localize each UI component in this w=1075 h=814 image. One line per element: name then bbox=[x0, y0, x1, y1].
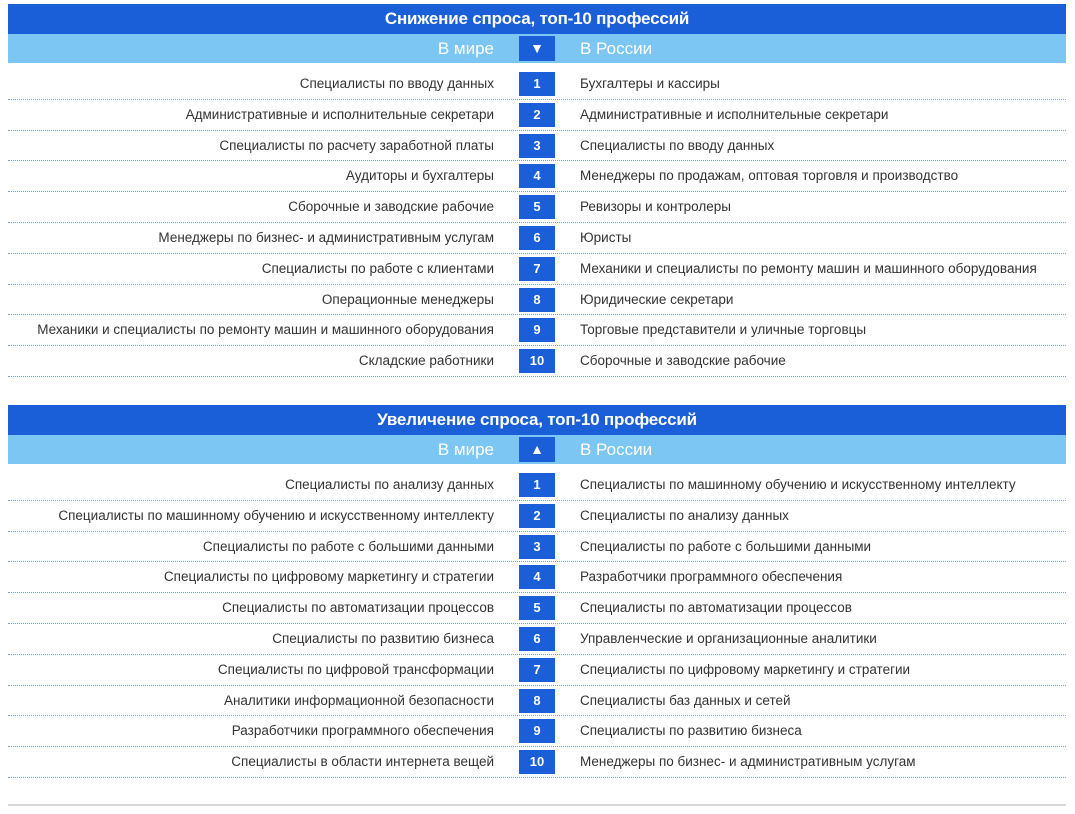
russia-profession: Специалисты по анализу данных bbox=[580, 507, 789, 523]
table-row bbox=[8, 470, 1066, 501]
russia-profession: Механики и специалисты по ремонту машин и машинного оборудования bbox=[580, 260, 1037, 276]
world-profession: Специалисты по анализу данных bbox=[285, 477, 494, 492]
world-profession: Специалисты по вводу данных bbox=[299, 76, 494, 91]
table-row bbox=[8, 624, 1066, 655]
russia-profession: Специалисты по машинному обучению и искусственному интеллекту bbox=[580, 477, 1016, 492]
russia-profession: Специалисты по вводу данных bbox=[580, 137, 775, 153]
world-profession: Административные и исполнительные секретари bbox=[185, 106, 494, 122]
table-row bbox=[8, 532, 1066, 563]
rank-badge: 10 bbox=[519, 349, 555, 373]
world-profession: Специалисты по расчету заработной платы bbox=[219, 137, 494, 153]
rank-badge: 5 bbox=[519, 596, 555, 620]
decline-column-header bbox=[8, 34, 1066, 63]
rank-badge: 4 bbox=[519, 164, 555, 188]
growth-column-header bbox=[8, 435, 1066, 464]
table-row bbox=[8, 501, 1066, 532]
rank-badge: 3 bbox=[519, 535, 555, 559]
world-profession: Специалисты по автоматизации процессов bbox=[222, 600, 494, 616]
table-row bbox=[8, 192, 1066, 223]
table-row bbox=[8, 655, 1066, 686]
growth-col-world: В мире bbox=[437, 440, 494, 459]
world-profession: Специалисты по цифровой трансформации bbox=[217, 661, 494, 677]
table-row bbox=[8, 69, 1066, 100]
growth-col-russia: В России bbox=[580, 440, 653, 459]
up-arrow-icon: ▲ bbox=[519, 437, 555, 462]
world-profession: Операционные менеджеры bbox=[321, 291, 494, 307]
table-row bbox=[8, 100, 1066, 131]
russia-profession: Юристы bbox=[580, 229, 632, 245]
table-row bbox=[8, 285, 1066, 316]
rank-badge: 5 bbox=[519, 195, 555, 219]
world-profession: Механики и специалисты по ремонту машин и машинного оборудования bbox=[37, 322, 494, 338]
decline-col-world: В мире bbox=[437, 39, 494, 58]
russia-profession: Специалисты по работе с большими данными bbox=[580, 538, 872, 554]
russia-profession: Бухгалтеры и кассиры bbox=[580, 76, 720, 91]
rank-badge: 2 bbox=[519, 504, 555, 528]
bottom-divider bbox=[8, 804, 1066, 806]
growth-title: Увеличение спроса, топ-10 профессий bbox=[8, 405, 1066, 435]
growth-rows bbox=[8, 464, 1066, 778]
russia-profession: Ревизоры и контролеры bbox=[580, 199, 731, 215]
down-arrow-icon: ▼ bbox=[519, 36, 555, 61]
rank-badge: 6 bbox=[519, 226, 555, 250]
russia-profession: Юридические секретари bbox=[580, 291, 734, 307]
russia-profession: Специалисты по развитию бизнеса bbox=[580, 723, 802, 739]
world-profession: Специалисты в области интернета вещей bbox=[231, 754, 494, 770]
world-profession: Специалисты по машинному обучению и искусственному интеллекту bbox=[58, 507, 494, 523]
rank-badge: 8 bbox=[519, 288, 555, 312]
table-row bbox=[8, 346, 1066, 377]
russia-profession: Специалисты по автоматизации процессов bbox=[580, 600, 852, 616]
decline-col-russia: В России bbox=[580, 39, 653, 58]
rank-badge: 1 bbox=[519, 473, 555, 497]
table-row bbox=[8, 562, 1066, 593]
russia-profession: Сборочные и заводские рабочие bbox=[580, 353, 786, 369]
rank-badge: 1 bbox=[519, 72, 555, 96]
growth-section bbox=[8, 405, 1066, 778]
rank-badge: 8 bbox=[519, 689, 555, 713]
table-row bbox=[8, 161, 1066, 192]
decline-rows bbox=[8, 63, 1066, 377]
world-profession: Складские работники bbox=[358, 353, 494, 369]
rank-badge: 10 bbox=[519, 750, 555, 774]
table-row bbox=[8, 747, 1066, 778]
russia-profession: Административные и исполнительные секретари bbox=[580, 106, 889, 122]
russia-profession: Менеджеры по бизнес- и административным услугам bbox=[580, 754, 916, 770]
world-profession: Специалисты по развитию бизнеса bbox=[272, 630, 494, 646]
table-row bbox=[8, 131, 1066, 162]
russia-profession: Торговые представители и уличные торговцы bbox=[580, 322, 867, 338]
world-profession: Менеджеры по бизнес- и административным услугам bbox=[158, 229, 494, 245]
rank-badge: 7 bbox=[519, 257, 555, 281]
russia-profession: Менеджеры по продажам, оптовая торговля и производство bbox=[580, 168, 959, 184]
table-row bbox=[8, 315, 1066, 346]
table-row bbox=[8, 223, 1066, 254]
table-row bbox=[8, 716, 1066, 747]
russia-profession: Управленческие и организационные аналитики bbox=[580, 630, 877, 646]
rank-badge: 4 bbox=[519, 565, 555, 589]
rank-badge: 9 bbox=[519, 318, 555, 342]
rank-badge: 2 bbox=[519, 103, 555, 127]
rank-badge: 6 bbox=[519, 627, 555, 651]
russia-profession: Специалисты баз данных и сетей bbox=[580, 692, 791, 708]
world-profession: Специалисты по цифровому маркетингу и стратегии bbox=[163, 569, 494, 585]
russia-profession: Специалисты по цифровому маркетингу и стратегии bbox=[580, 661, 911, 677]
table-row bbox=[8, 254, 1066, 285]
world-profession: Специалисты по работе с большими данными bbox=[202, 538, 494, 554]
world-profession: Сборочные и заводские рабочие bbox=[288, 199, 494, 215]
table-row bbox=[8, 593, 1066, 624]
world-profession: Аналитики информационной безопасности bbox=[223, 692, 494, 708]
world-profession: Аудиторы и бухгалтеры bbox=[345, 168, 494, 184]
decline-title: Снижение спроса, топ-10 профессий bbox=[8, 4, 1066, 34]
table-row bbox=[8, 686, 1066, 717]
rank-badge: 7 bbox=[519, 658, 555, 682]
decline-section bbox=[8, 4, 1066, 377]
russia-profession: Разработчики программного обеспечения bbox=[580, 569, 843, 585]
world-profession: Разработчики программного обеспечения bbox=[231, 723, 494, 739]
rank-badge: 9 bbox=[519, 719, 555, 743]
rank-badge: 3 bbox=[519, 134, 555, 158]
world-profession: Специалисты по работе с клиентами bbox=[261, 260, 494, 276]
